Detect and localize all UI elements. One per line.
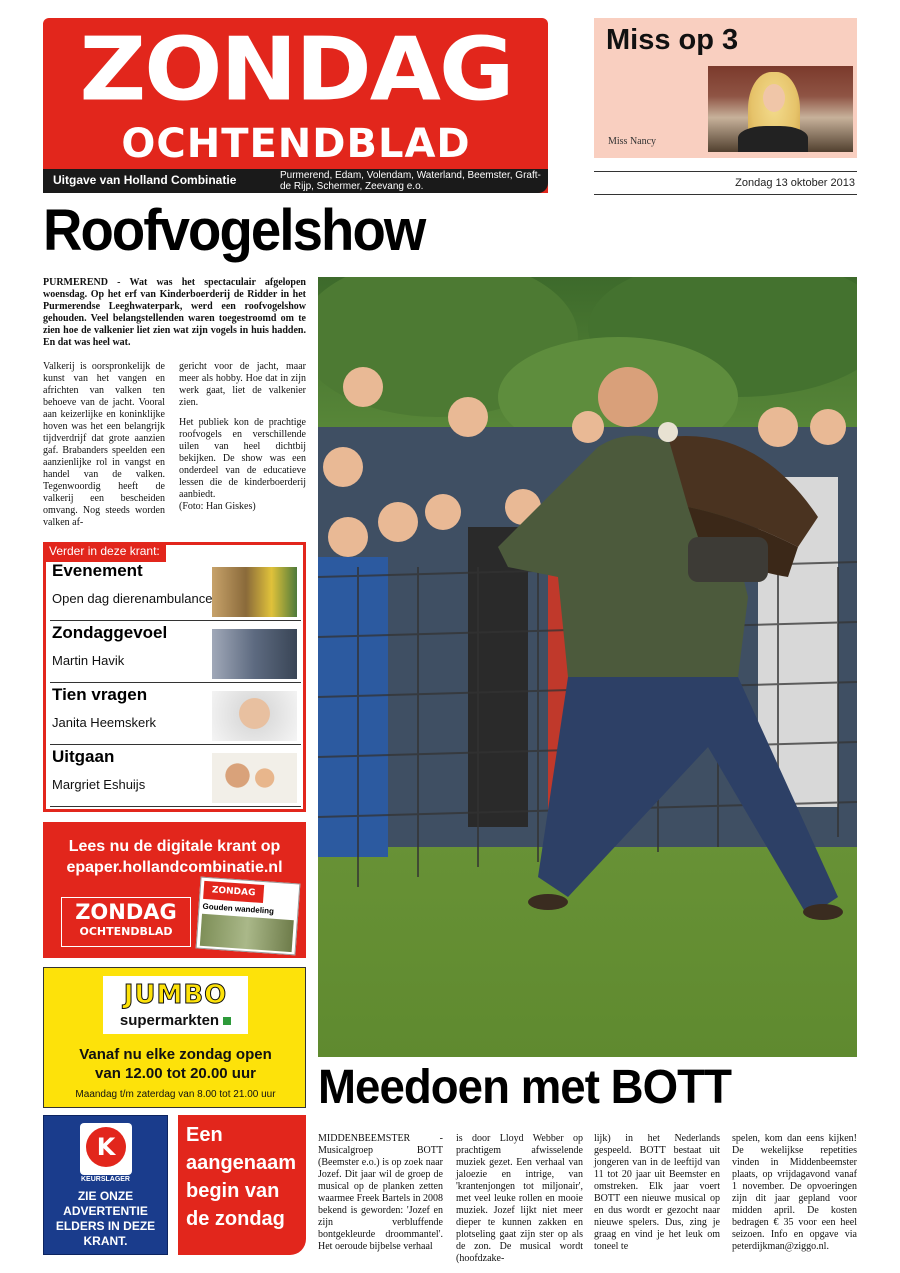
teaser-evenement[interactable] [50, 561, 301, 621]
zondag-logo [61, 897, 191, 947]
keurslager-text: ZIE ONZE ADVERTENTIE ELDERS IN DEZE KRANT. [55, 1189, 156, 1248]
teaser-title: Evenement [52, 561, 143, 580]
teaser-tien-vragen[interactable] [50, 685, 301, 745]
jumbo-opening-weekdays: Maandag t/m zaterdag van 8.00 tot 21.00 uur [75, 1089, 276, 1100]
article-col2-p2: Het publiek kon de prachtige roofvogels en verschillende uilen van heel dichtbij bekijken. De show was een onderdeel van de educatieve lessen die de kinderboerderij aanbiedt. [179, 417, 306, 500]
photo-credit: (Foto: Han Giskes) [179, 501, 256, 512]
verder-label: Verder in deze krant: [43, 542, 166, 562]
bott-column-2: is door Lloyd Webber op prachtigem afwisselende muziek gezet. Een verhaal van jaloezie en intrige, van 'krantenjongen tot miljonair', met veel leuke rollen en mooie muziek. Jozef lijkt niet meer dieper te kunnen zakken en plotseling gaat zijn ster op als de zon. De musical wordt (hoofdzake- [456, 1133, 583, 1264]
teaser-subtitle: Open dag dierenambulance [52, 591, 213, 606]
bott-column-4: spelen, kom dan eens kijken! De wekelijkse repetities vinden in Middenbeemster plaats, op vrijdagavond vanaf 1 november. De opvoeringen zijn dit jaar gepland voor midden april. De kosten bedragen € 35 voor een heel seizoen. Info en opgave via peterdijkman@ziggo.nl. [732, 1133, 857, 1252]
article-lead: PURMEREND - Wat was het spectaculair afgelopen woensdag. Op het erf van Kinderboerderij de Ridder in het Purmerendse Leeghwaterpark, werd een roofvogelshow gehouden. Veel belangstellenden waren toegestroomd om te zien hoe de valkenier liet zien wat zijn vogels in huis hadden. En dat was heel wat. [43, 277, 306, 348]
epaper-url: epaper.hollandcombinatie.nl [66, 859, 283, 876]
teaser-subtitle: Martin Havik [52, 653, 125, 668]
keurslager-logo [80, 1123, 132, 1175]
date-line [594, 171, 857, 195]
article-headline: Roofvogelshow [43, 198, 425, 263]
epaper-text [43, 836, 306, 878]
teaser-title: Uitgaan [52, 747, 115, 766]
article-col2-p1: gericht voor de jacht, maar meer als hobby. Hoe dat in zijn werk gaat, liet de valkenier zien. [179, 361, 306, 408]
logo-subtitle: OCHTENDBLAD [79, 925, 173, 938]
teaser-subtitle: Janita Heemskerk [52, 715, 157, 730]
jumbo-logo [103, 976, 248, 1034]
teaser-uitgaan[interactable] [50, 747, 301, 807]
jumbo-name: JUMBO [123, 980, 228, 1010]
keurslager-ad[interactable] [43, 1115, 168, 1255]
masthead [43, 18, 548, 193]
places-text: Purmerend, Edam, Volendam, Waterland, Beemster, Graft-de Rijp, Schermer, Zeevang e.o. [280, 170, 541, 192]
masthead-subtitle: OCHTENDBLAD [121, 121, 471, 167]
teaser-subtitle: Margriet Eshuijs [52, 777, 146, 792]
masthead-bar [43, 169, 548, 193]
jumbo-sub: supermarkten [103, 1012, 248, 1029]
falconry-photo [318, 277, 857, 1057]
miss-photo [708, 66, 853, 152]
article-column-2 [179, 361, 306, 513]
teaser-thumbnail [212, 567, 297, 617]
logo-title: ZONDAG [75, 900, 177, 924]
slogan-text: Een aangenaam begin van de zondag [186, 1124, 297, 1230]
jumbo-ad[interactable] [43, 967, 306, 1108]
teaser-title: Tien vragen [52, 685, 148, 704]
keurslager-k-icon: K [86, 1127, 126, 1167]
publisher-text: Uitgave van Holland Combinatie [53, 173, 237, 187]
newspaper-thumbnail [196, 877, 301, 956]
keurslager-label: KEURSLAGER [80, 1176, 130, 1183]
epaper-promo[interactable] [43, 822, 306, 958]
teaser-zondaggevoel[interactable] [50, 623, 301, 683]
miss-op-3-teaser[interactable] [594, 18, 857, 158]
article-column-1 [43, 361, 165, 529]
mini-headline: Gouden wandeling [202, 901, 275, 916]
bott-headline: Meedoen met BOTT [318, 1061, 731, 1114]
verder-in-deze-krant-box [43, 542, 306, 812]
issue-date: Zondag 13 oktober 2013 [735, 177, 855, 189]
mini-masthead: ZONDAG [203, 881, 264, 903]
teaser-title: Zondaggevoel [52, 623, 168, 642]
miss-name: Miss Nancy [608, 136, 657, 147]
aangenaam-slogan-box [178, 1115, 306, 1255]
teaser-thumbnail [212, 753, 297, 803]
masthead-title: ZONDAG [79, 18, 513, 121]
miss-title: Miss op 3 [606, 24, 739, 56]
bott-column-3: lijk) in het Nederlands gespeeld. BOTT bestaat uit jongeren van in de leeftijd van 11 tot 20 jaar uit Beemster en omstreken. Elk jaar voert BOTT een nieuwe musical op en dus wordt er gezocht naar nieuwe spelers. Dus, zing je graag en vind je het leuk om toneel te [594, 1133, 720, 1252]
teaser-thumbnail [212, 629, 297, 679]
teaser-thumbnail [212, 691, 297, 741]
bott-column-1: MIDDENBEEMSTER - Musicalgroep BOTT (Beemster e.o.) is op zoek naar Jozef. Dit jaar wil de groep de musical op de planken zetten waarmee Freek Bartels in 2008 bekend is geworden: 'Jozef en zijn verbluffende bontgekleurde droommantel'. Het oeroude bijbelse verhaal [318, 1133, 443, 1252]
epaper-line1: Lees nu de digitale krant op [68, 838, 281, 855]
jumbo-opening-sunday: Vanaf nu elke zondag open van 12.00 tot 20.00 uur [79, 1046, 272, 1082]
article-col1-text: Valkerij is oorspronkelijk de kunst van het vangen en africhten van valken ten behoeve van de jacht. Vooral aan keizerlijke en koninklijke hoven was het een belangrijk tijdverdrijf dat grote aanzien gaf. Brabanders speelden een aanzienlijke rol in vangst en handel van de valken. Tegenwoordig heeft de valkerij een bescheiden omvang. Nog steeds worden valken af- [43, 361, 165, 528]
